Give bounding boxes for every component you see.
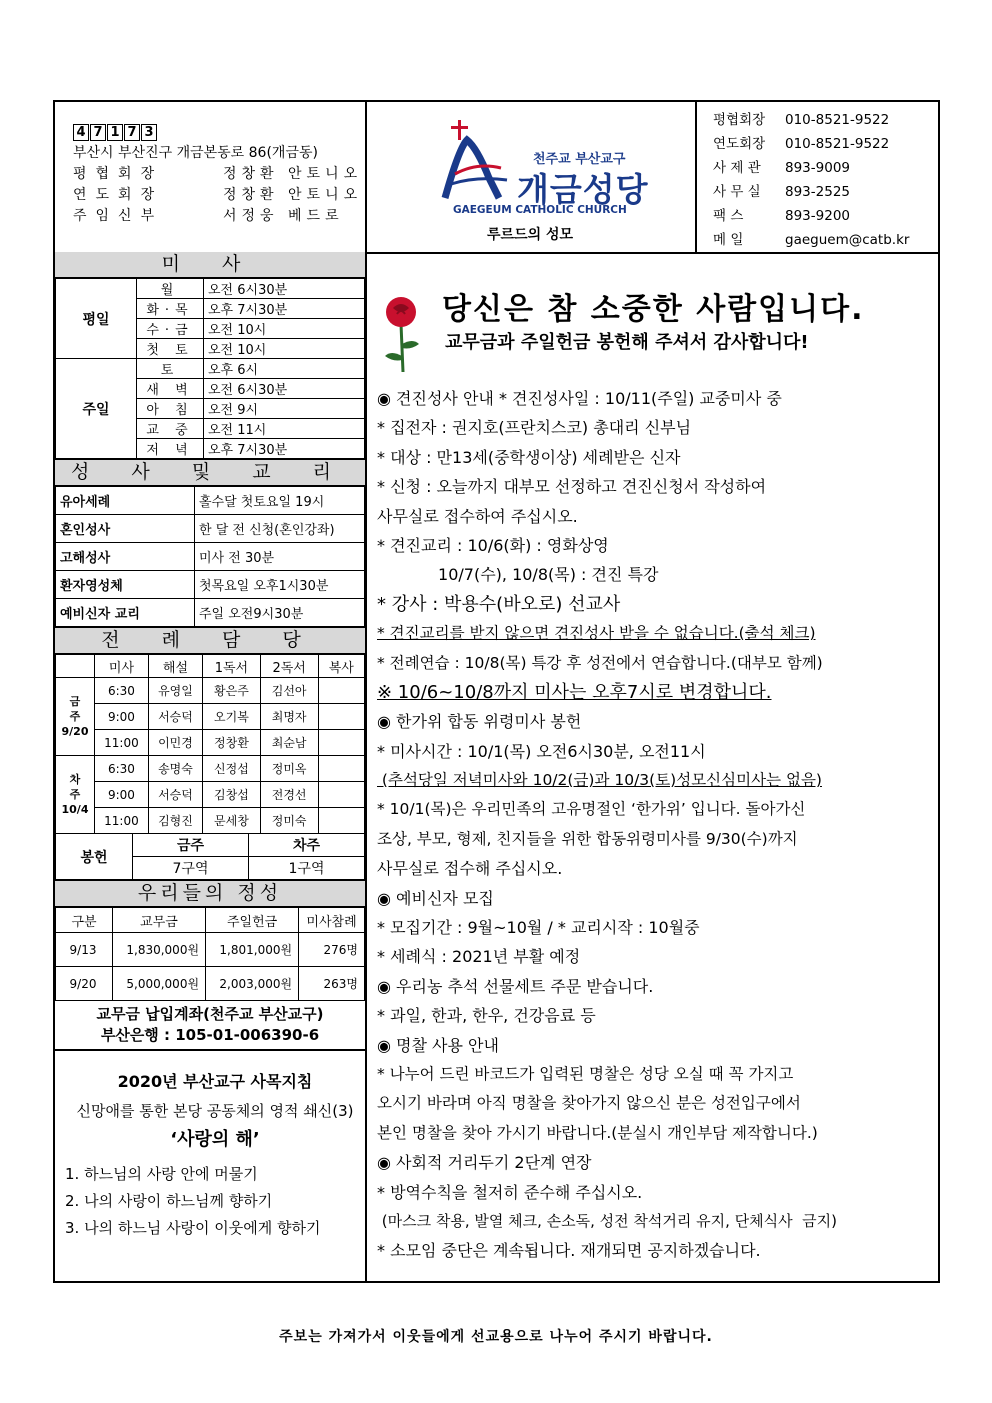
mass-time: 오후 7시30분: [204, 299, 365, 319]
sacrament-name: 유아세례: [56, 487, 195, 515]
liturgy-cell: 전경선: [260, 782, 318, 808]
diocese-name: 천주교 부산교구: [533, 152, 626, 167]
zip-digit: 3: [141, 124, 157, 141]
liturgy-cell: 송명숙: [148, 756, 202, 782]
mass-day: 교 중: [137, 419, 204, 439]
plan-year: ‘사랑의 해’: [170, 1129, 260, 1150]
liturgy-cell: [318, 782, 365, 808]
offering-value: 7구역: [133, 857, 249, 880]
church-name: 개금성당: [517, 170, 649, 209]
liturgy-header: 복사: [318, 655, 365, 678]
liturgy-header: 미사: [95, 655, 149, 678]
sunday-label: 주일: [56, 359, 137, 459]
contact-value: gaeguem@catb.kr: [785, 232, 910, 248]
plan-item: 2. 나의 사랑이 하느님께 향하기: [65, 1192, 273, 1210]
notice-line: ◉ 예비신자 모집: [377, 888, 494, 908]
mass-time: 오후 7시30분: [204, 439, 365, 459]
liturgy-cell: [318, 678, 365, 704]
contact-label: 메 일: [713, 232, 744, 248]
liturgy-cell: 최순남: [260, 730, 318, 756]
liturgy-header: 1독서: [203, 655, 261, 678]
finance-title: 우리들의 정성: [55, 880, 365, 907]
account-number: 부산은행 : 105-01-006390-6: [100, 1026, 320, 1044]
zip-digit: 1: [107, 124, 123, 141]
mass-time: 오전 10시: [204, 339, 365, 359]
liturgy-cell: 정창환: [203, 730, 261, 756]
offering-value: 1구역: [249, 857, 365, 880]
zip-code: [73, 122, 365, 143]
liturgy-cell: 오기복: [203, 704, 261, 730]
mass-day: 아 침: [137, 399, 204, 419]
sacraments-table: [55, 486, 365, 627]
account-title: 교무금 납입계좌(천주교 부산교구): [96, 1005, 324, 1023]
notice-line: * 나누어 드린 바코드가 입력된 명찰은 성당 오실 때 꼭 가지고: [377, 1064, 794, 1083]
plan-subtitle: 신망애를 통한 본당 공동체의 영적 쇄신(3): [76, 1102, 354, 1120]
liturgy-cell: 김창섭: [203, 782, 261, 808]
liturgy-cell: 서승덕: [148, 782, 202, 808]
notice-line: * 강사 : 박용수(바오로) 선교사: [377, 593, 621, 615]
notice-line: * 신청 : 오늘까지 대부모 선정하고 견진신청서 작성하여: [377, 477, 767, 497]
notice-line: * 세례식 : 2021년 부활 예정: [377, 947, 581, 967]
staff-name: 정창환 안토니오: [223, 187, 363, 203]
liturgy-cell: 이민경: [148, 730, 202, 756]
notice-line: * 집전자 : 권지호(프란치스코) 총대리 신부님: [377, 418, 692, 438]
liturgy-header: 2독서: [260, 655, 318, 678]
plan-item: 3. 나의 하느님 사랑이 이웃에게 향하기: [65, 1219, 321, 1237]
staff-name: 정창환 안토니오: [223, 166, 363, 182]
weekday-label: 평일: [56, 279, 137, 359]
mass-time: 오전 9시: [204, 399, 365, 419]
contact-value: 893-2525: [785, 184, 850, 200]
finance-cell: 9/13: [56, 933, 113, 967]
sacrament-info: 홀수달 첫토요일 19시: [195, 487, 365, 515]
notice-line: (마스크 착용, 발열 체크, 손소독, 성전 착석거리 유지, 단체식사 금지): [377, 1211, 837, 1230]
headline: 당신은 참 소중한 사람입니다.: [442, 292, 865, 327]
notice-line: * 견진교리를 받지 않으면 견진성사 받을 수 없습니다.(출석 체크): [377, 624, 816, 643]
liturgy-cell: 11:00: [95, 808, 149, 834]
zip-digit: 7: [90, 124, 106, 141]
finance-cell: 1,801,000원: [206, 933, 299, 967]
bulletin-frame: [53, 100, 940, 1283]
bulletin-header: [55, 102, 938, 254]
liturgy-cell: [318, 756, 365, 782]
liturgy-cell: 황은주: [203, 678, 261, 704]
contact-value: 893-9200: [785, 208, 850, 224]
liturgy-cell: 9:00: [95, 704, 149, 730]
finance-cell: 5,000,000원: [113, 967, 206, 1001]
zip-digit: 7: [124, 124, 140, 141]
subline: 교무금과 주일헌금 봉헌해 주셔서 감사합니다!: [445, 332, 809, 353]
notice-line: * 모집기간 : 9월~10월 / * 교리시작 : 10월중: [377, 918, 700, 938]
sacrament-name: 환자영성체: [56, 571, 195, 599]
mass-time: 오후 6시: [204, 359, 365, 379]
notice-line: ◉ 사회적 거리두기 2단계 연장: [377, 1153, 592, 1173]
liturgy-header: 해설: [148, 655, 202, 678]
liturgy-cell: 신정섭: [203, 756, 261, 782]
offering-head: 차주: [249, 834, 365, 857]
finance-cell: 2,003,000원: [206, 967, 299, 1001]
sacraments-title: 성 사 및 교 리: [55, 459, 365, 486]
contact-label: 연도회장: [713, 136, 766, 152]
mass-time: 오전 6시30분: [204, 279, 365, 299]
offering-table: [55, 833, 365, 880]
contact-value: 893-9009: [785, 160, 850, 176]
contact-label: 평협회장: [713, 112, 766, 128]
week-label: 차 주 10/4: [56, 756, 95, 834]
church-logo-block: [367, 102, 695, 252]
liturgy-table: [55, 654, 365, 834]
mass-schedule: [55, 278, 365, 459]
finance-table: [55, 907, 365, 1001]
notice-line: 조상, 부모, 형제, 친지들을 위한 합동위령미사를 9/30(수)까지: [377, 829, 798, 848]
finance-header: 미사참례: [299, 908, 365, 933]
contact-label: 사 무 실: [713, 184, 761, 200]
mass-day: 저 녁: [137, 439, 204, 459]
sacrament-info: 한 달 전 신청(혼인강좌): [195, 515, 365, 543]
liturgy-cell: 서승덕: [148, 704, 202, 730]
sacrament-info: 미사 전 30분: [195, 543, 365, 571]
offering-label: 봉헌: [56, 834, 133, 880]
sacrament-name: 예비신자 교리: [56, 599, 195, 627]
address: 부산시 부산진구 개금본동로 86(개금동): [73, 145, 318, 161]
notice-line: ※ 10/6~10/8까지 미사는 오후7시로 변경합니다.: [377, 681, 772, 703]
church-name-en: GAEGEUM CATHOLIC CHURCH: [453, 204, 627, 216]
notice-line: 사무실로 접수해 주십시오.: [377, 859, 563, 879]
mass-day: 월: [137, 279, 204, 299]
notice-line: ◉ 우리농 추석 선물세트 주문 받습니다.: [377, 976, 654, 996]
notice-line: * 미사시간 : 10/1(목) 오전6시30분, 오전11시: [377, 741, 706, 761]
liturgy-cell: 정미옥: [260, 756, 318, 782]
account-info: [55, 1001, 365, 1051]
staff-role: 평협회장: [73, 166, 164, 182]
finance-header: 교무금: [113, 908, 206, 933]
notice-line: ◉ 견진성사 안내 * 견진성사일 : 10/11(주일) 교중미사 중: [377, 389, 782, 408]
liturgy-cell: 최명자: [260, 704, 318, 730]
contact-label: 팩 스: [713, 208, 744, 224]
liturgy-cell: 문세창: [203, 808, 261, 834]
contact-value: 010-8521-9522: [785, 112, 890, 128]
week-label: 금 주 9/20: [56, 678, 95, 756]
notice-line: 본인 명찰을 찾아 가시기 바랍니다.(분실시 개인부담 제작합니다.): [377, 1123, 818, 1142]
notice-line: ◉ 한가위 합동 위령미사 봉헌: [377, 712, 582, 732]
notice-line: ◉ 명찰 사용 안내: [377, 1035, 499, 1055]
notice-line: 사무실로 접수하여 주십시오.: [377, 506, 578, 526]
liturgy-cell: [318, 704, 365, 730]
liturgy-header-blank: [56, 655, 95, 678]
staff-name: 서정웅 베드로: [223, 208, 344, 224]
mass-title: 미 사: [55, 252, 365, 278]
offering-head: 금주: [133, 834, 249, 857]
zip-digit: 4: [73, 124, 89, 141]
liturgy-title: 전 례 담 당: [55, 627, 365, 654]
liturgy-cell: 11:00: [95, 730, 149, 756]
notice-line: * 방역수칙을 철저히 준수해 주십시오.: [377, 1182, 643, 1202]
finance-cell: 1,830,000원: [113, 933, 206, 967]
notice-body: [377, 384, 937, 1266]
finance-cell: 263명: [299, 967, 365, 1001]
finance-cell: 276명: [299, 933, 365, 967]
liturgy-cell: 6:30: [95, 756, 149, 782]
liturgy-cell: 유영일: [148, 678, 202, 704]
mass-day: 새 벽: [137, 379, 204, 399]
mass-day: 첫 토: [137, 339, 204, 359]
notice-line: * 10/1(목)은 우리민족의 고유명절인 ‘한가위’ 입니다. 돌아가신: [377, 800, 806, 819]
contact-label: 사 제 관: [713, 160, 761, 176]
notice-line: * 대상 : 만13세(중학생이상) 세례받은 신자: [377, 447, 681, 467]
mass-day: 화·목: [137, 299, 204, 319]
liturgy-cell: 정미숙: [260, 808, 318, 834]
liturgy-cell: 김선아: [260, 678, 318, 704]
notice-line: * 견진교리 : 10/6(화) : 영화상영: [377, 535, 609, 555]
finance-cell: 9/20: [56, 967, 113, 1001]
notice-line: * 소모임 중단은 계속됩니다. 재개되면 공지하겠습니다.: [377, 1241, 761, 1261]
mass-day: 토: [137, 359, 204, 379]
liturgy-cell: 6:30: [95, 678, 149, 704]
notice-line: (추석당일 저녁미사와 10/2(금)과 10/3(토)성모신심미사는 없음): [377, 771, 822, 790]
sacrament-info: 첫목요일 오후1시30분: [195, 571, 365, 599]
plan-title: 2020년 부산교구 사목지침: [117, 1072, 313, 1091]
mass-day: 수·금: [137, 319, 204, 339]
church-logo-icon: [437, 118, 527, 208]
church-info: [55, 102, 367, 252]
notice-line: * 전례연습 : 10/8(목) 특강 후 성전에서 연습합니다.(대부모 함께): [377, 653, 823, 672]
mass-time: 오전 6시30분: [204, 379, 365, 399]
liturgy-cell: [318, 730, 365, 756]
notice-line: 오시기 바라며 아직 명찰을 찾아가지 않으신 분은 성전입구에서: [377, 1094, 801, 1113]
mass-time: 오전 11시: [204, 419, 365, 439]
notice-line: 10/7(수), 10/8(목) : 견진 특강: [377, 565, 659, 585]
sacrament-name: 고해성사: [56, 543, 195, 571]
finance-header: 구분: [56, 908, 113, 933]
staff-role: 주임신부: [73, 208, 164, 224]
footer-note: 주보는 가져가서 이웃들에게 선교용으로 나누어 주시기 바랍니다.: [279, 1329, 713, 1345]
notice-line: * 과일, 한과, 한우, 건강음료 등: [377, 1006, 596, 1026]
pastoral-plan: [55, 1051, 365, 1242]
sidebar: [55, 252, 367, 1281]
liturgy-cell: 9:00: [95, 782, 149, 808]
finance-header: 주일헌금: [206, 908, 299, 933]
notice-area: [367, 252, 938, 1281]
mass-time: 오전 10시: [204, 319, 365, 339]
contact-value: 010-8521-9522: [785, 136, 890, 152]
liturgy-cell: 김형진: [148, 808, 202, 834]
church-subtitle: 루르드의 성모: [487, 227, 574, 243]
plan-item: 1. 하느님의 사랑 안에 머물기: [65, 1165, 258, 1183]
sacrament-name: 혼인성사: [56, 515, 195, 543]
sacrament-info: 주일 오전9시30분: [195, 599, 365, 627]
staff-role: 연도회장: [73, 187, 164, 203]
contact-list: [695, 102, 938, 252]
rose-icon: [373, 294, 429, 374]
liturgy-cell: [318, 808, 365, 834]
